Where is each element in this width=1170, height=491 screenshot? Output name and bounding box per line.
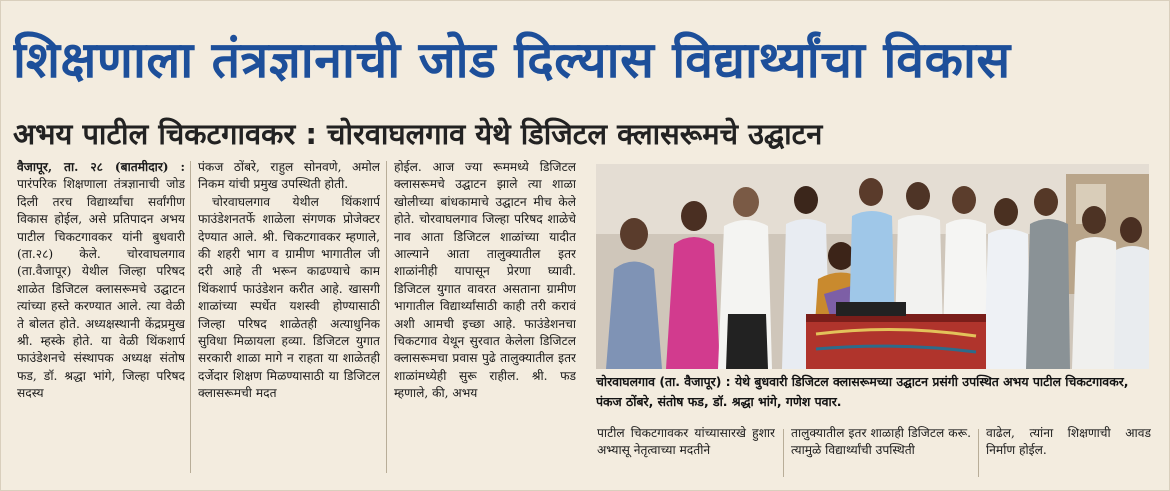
subheadline: अभय पाटील चिकटगावकर : चोरवाघलगाव येथे डिजिटल क्लासरूमचे उद्घाटन xyxy=(13,117,823,151)
column-divider xyxy=(190,161,191,473)
headline: शिक्षणाला तंत्रज्ञानाची जोड दिल्यास विद्यार्थ्यांचा विकास xyxy=(13,31,1011,89)
article-column-2 xyxy=(198,159,380,479)
column-divider xyxy=(978,429,979,477)
photo-caption: चोरवाघलगाव (ता. वैजापूर) : येथे बुधवारी डिजिटल क्लासरूमच्या उद्घाटन प्रसंगी उपस्थित अभय पाटील चिकटगावकर, पंकज ठोंबरे, संतोष फड, डॉ. श्रद्धा भांगे, गणेश पवार. xyxy=(596,374,1129,409)
article-paragraph xyxy=(17,159,185,403)
article-column-1 xyxy=(17,159,185,479)
article-text: पारंपरिक शिक्षणाला तंत्रज्ञानाची जोड दिली तरच विद्यार्थ्यांचा सर्वांगीण विकास होईल, असे प्रतिपादन अभय पाटील चिकटगावकर यांनी बुधवारी (ता.२८) केले. चोरवाघलगाव (ता.वैजापूर) येथील जिल्हा परिषद शाळेत डिजिटल क्लासरूमचे उद्घाटन त्यांच्या हस्ते करण्यात आले. त्या वेळी ते बोलत होते. अध्यक्षस्थानी केंद्रप्रमुख श्री. म्हस्के होते. या वेळी थिंकशार्प फाउंडेशनचे संस्थापक अध्यक्ष संतोष फड, डॉ. श्रद्धा भांगे, जिल्हा परिषद सदस्य xyxy=(17,177,185,401)
dateline: वैजापूर, ता. २८ (बातमीदार) : xyxy=(17,160,185,174)
article-paragraph: होईल. आज ज्या रूममध्ये डिजिटल क्लासरूमचे उद्घाटन झाले त्या शाळा खोलीच्या बांधकामाचे उद्घाटन मीच केले होते. चोरवाघलगाव जिल्हा परिषद शाळेचे नाव आता डिजिटल शाळांच्या यादीत आल्याने आता तालुक्यातील इतर शाळांनीही यापासून प्रेरणा घ्यावी. डिजिटल युगात वावरत असताना ग्रामीण भागातील विद्यार्थ्यांसाठी काही तरी करावं अशी आमची इच्छा आहे. फाउंडेशनचा चिकटगाव येथून सुरवात केलेला डिजिटल क्लासरूमचा प्रवास पुढे तालुक्यातील इतर शाळांमध्येही सुरू राहील. श्री. फड म्हणाले, की, अभय xyxy=(394,160,576,401)
column-divider xyxy=(783,429,784,477)
article-column-3 xyxy=(394,159,576,479)
article-continuation-1: पाटील चिकटगावकर यांच्यासारखे हुशार अभ्यासू नेतृत्वाच्या मदतीने xyxy=(597,426,775,458)
article-paragraph: चोरवाघलगाव येथील थिंकशार्प फाउंडेशनतर्फे शाळेला संगणक प्रोजेक्टर देण्यात आले. श्री. चिकटगावकर म्हणाले, की शहरी भाग व ग्रामीण भागातील जी दरी आहे ती भरून काढण्याचे काम थिंकशार्प फाउंडेशन करीत आहे. खासगी शाळांच्या स्पर्धेत यशस्वी होण्यासाठी जिल्हा परिषद शाळेतही अत्याधुनिक सुविधा मिळायला हव्या. डिजिटल युगात सरकारी शाळा मागे न राहता या शाळेतही दर्जेदार शिक्षण मिळण्यासाठी या डिजिटल क्लासरूमची मदत xyxy=(198,194,380,401)
article-continuation-3: वाढेल, त्यांना शिक्षणाची आवड निर्माण होईल. xyxy=(986,426,1151,458)
article-paragraph: पंकज ठोंबरे, राहुल सोनवणे, अमोल निकम यांची प्रमुख उपस्थिती होती. xyxy=(198,160,380,192)
article-continuation-2: तालुक्यातील इतर शाळाही डिजिटल करू. त्यामुळे विद्यार्थ्यांची उपस्थिती xyxy=(791,426,971,458)
column-divider xyxy=(386,161,387,473)
event-photo xyxy=(596,164,1149,369)
